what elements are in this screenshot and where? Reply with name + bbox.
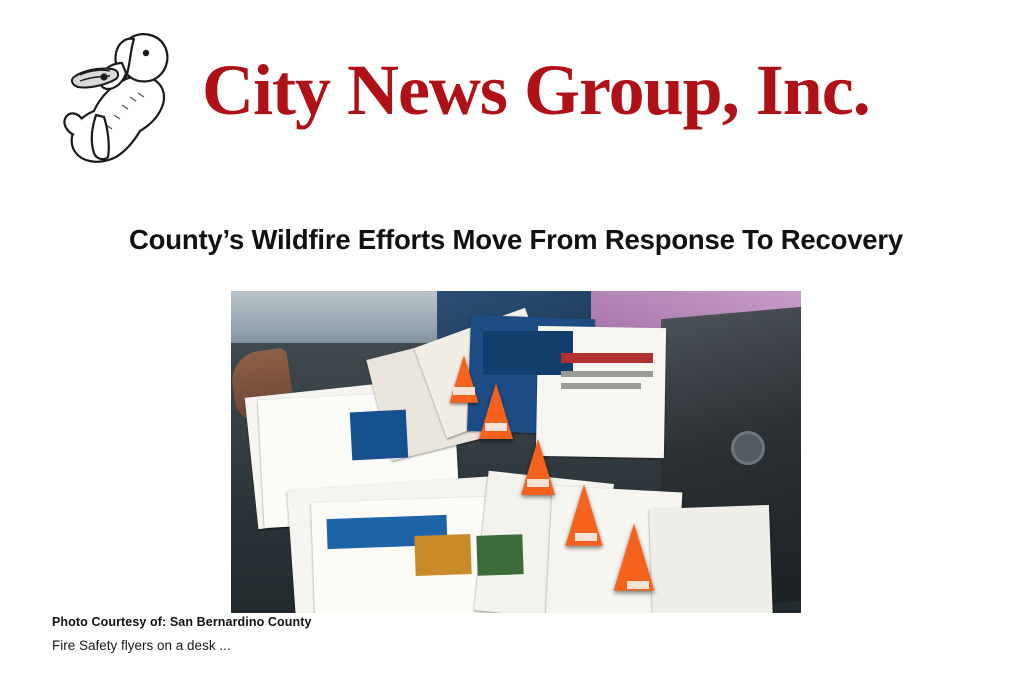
dog-with-newspaper-logo-icon <box>60 19 180 167</box>
masthead <box>0 0 1032 178</box>
article-photo-image <box>231 291 801 613</box>
photo-caption: Fire Safety flyers on a desk ... <box>52 638 231 653</box>
page-title: County’s Wildfire Efforts Move From Response To Recovery <box>129 224 903 256</box>
photo-credit: Photo Courtesy of: San Bernardino County <box>52 615 312 629</box>
article-photo <box>231 291 801 613</box>
masthead-inner <box>60 18 975 168</box>
masthead-title: City News Group, Inc. <box>202 50 870 130</box>
